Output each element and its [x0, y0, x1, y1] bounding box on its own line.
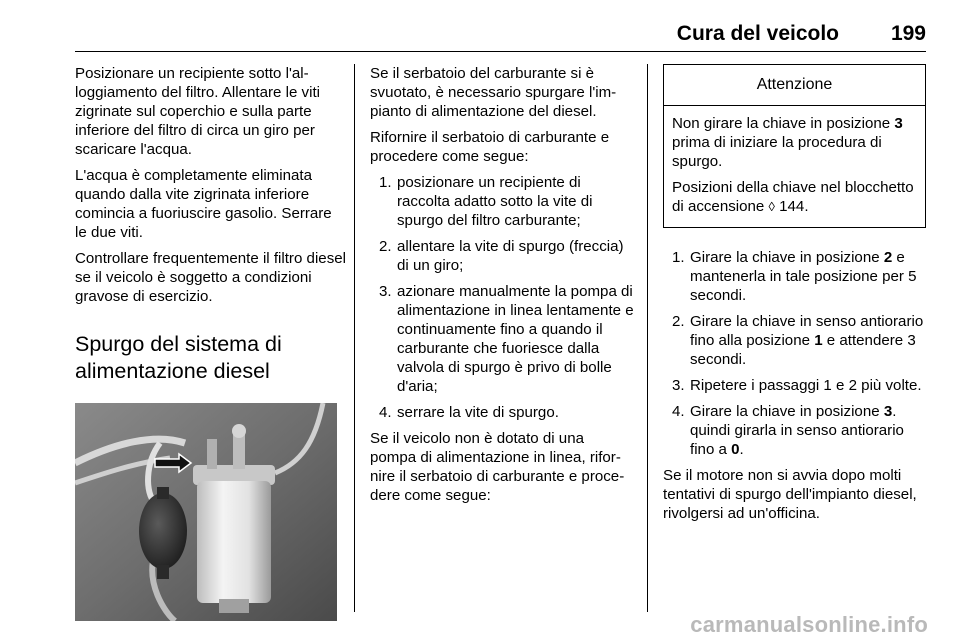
list-item: 4. serrare la vite di spurgo. [379, 404, 559, 421]
fuel-filter-photo [75, 403, 337, 621]
warning-box [663, 64, 926, 228]
page-number: 199 [890, 22, 926, 45]
paragraph: Se il veicolo non è dotato di una pompa di alimentazione in linea, rifornire il serbatoio di carburante e procedere come segue: [370, 430, 625, 504]
column-1 [75, 64, 346, 621]
procedure-list [370, 173, 634, 422]
column-divider-right [647, 64, 648, 612]
column-divider-left [354, 64, 355, 612]
header-title: Cura del veicolo [676, 22, 839, 45]
warning-text: Non girare la chiave in posizione 3 prima di iniziare la procedura di spurgo. [672, 115, 903, 170]
procedure-list [663, 248, 926, 459]
list-item: 3. Ripetere i passaggi 1 e 2 più volte. [672, 377, 922, 394]
section-heading: Spurgo del sistema di alimentazione diesel [75, 332, 282, 383]
paragraph: Se il serbatoio del carburante si è svuotato, è necessario spurgare l'impianto di alimentazione del diesel. [370, 65, 617, 120]
list-item: 1. posizionare un recipiente di raccolta adatto sotto la vite di spurgo del filtro carburante; [379, 174, 593, 229]
watermark: carmanualsonline.info [690, 612, 928, 637]
warning-title: Attenzione [664, 65, 925, 106]
paragraph: Se il motore non si avvia dopo molti tentativi di spurgo dell'impianto diesel, rivolgersi ad un'officina. [663, 467, 917, 522]
paragraph: L'acqua è completamente eliminata quando dalla vite zigrinata inferiore comincia a fuoriuscire gasolio. Serrare le due viti. [75, 167, 332, 241]
column-2 [370, 64, 634, 512]
list-item: 3. azionare manualmente la pompa di alimentazione in linea lentamente e continuamente fino a quando il carburante che fuoriesce dalla valvola di spurgo è privo di bolle d'aria; [379, 283, 634, 395]
warning-text: Posizioni della chiave nel blocchetto di accensione ◊ 144. [672, 179, 914, 215]
page-reference-icon: ◊ [768, 199, 775, 214]
column-3 [663, 64, 926, 530]
paragraph: Rifornire il serbatoio di carburante e procedere come segue: [370, 129, 610, 165]
paragraph: Posizionare un recipiente sotto l'alloggiamento del filtro. Allentare le viti zigrinate sul coperchio e sulla parte inferiore del filtro di circa un giro per scaricare l'acqua. [75, 65, 320, 158]
list-item: 2. Girare la chiave in senso antiorario fino alla posizione 1 e attendere 3 secondi. [672, 313, 924, 368]
list-item: 2. allentare la vite di spurgo (freccia) di un giro; [379, 238, 624, 274]
list-item: 1. Girare la chiave in posizione 2 e mantenerla in tale posizione per 5 secondi. [672, 249, 917, 304]
header-rule [75, 51, 926, 52]
list-item: 4. Girare la chiave in posizione 3. quindi girarla in senso antiorario fino a 0. [672, 403, 904, 458]
paragraph: Controllare frequentemente il filtro diesel se il veicolo è soggetto a condizioni gravose di esercizio. [75, 250, 346, 305]
